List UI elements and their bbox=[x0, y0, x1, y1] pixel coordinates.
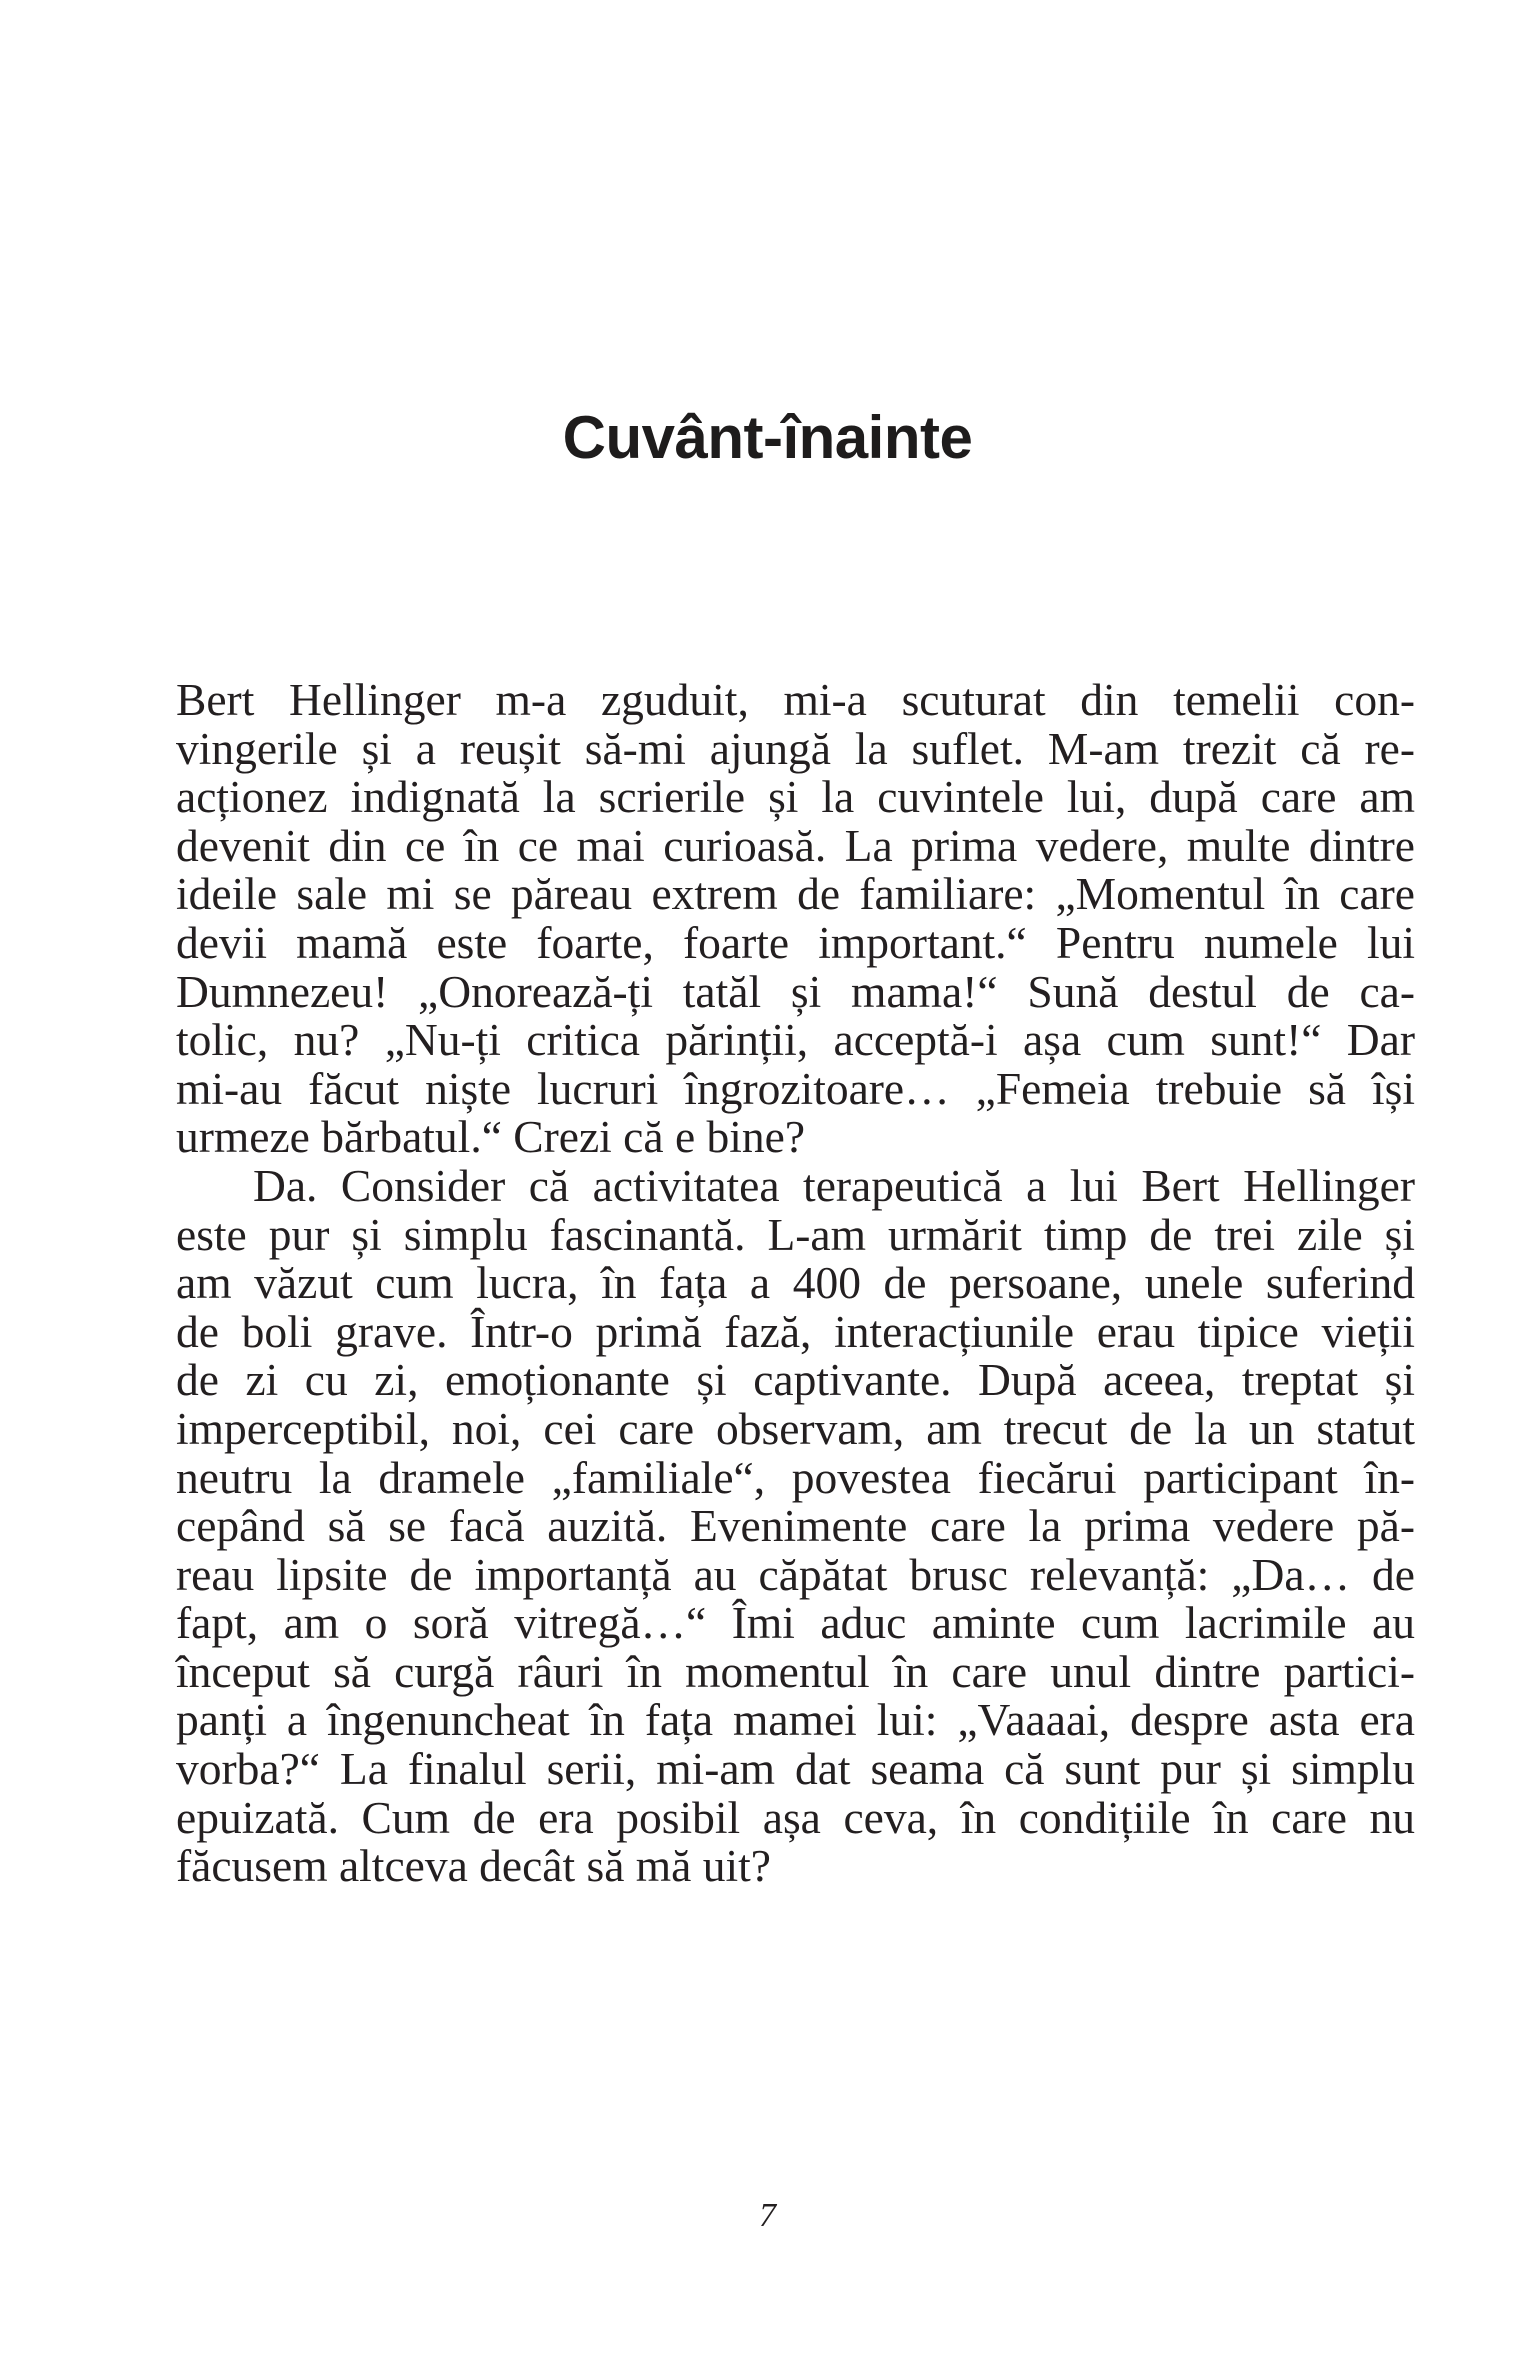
text-line: început să curgă râuri în momentul în care unul dintre partici- bbox=[176, 1645, 1415, 1697]
text-line: de zi cu zi, emoționante și captivante. După aceea, treptat și bbox=[176, 1354, 1415, 1406]
paragraph-1 bbox=[176, 676, 1415, 1162]
page-number: 7 bbox=[759, 2197, 776, 2234]
text-line: vorba?“ La finalul serii, mi-am dat seama că sunt pur și simplu bbox=[176, 1743, 1415, 1795]
text-line: devii mamă este foarte, foarte important.“ Pentru numele lui bbox=[176, 916, 1415, 968]
text-line: făcusem altceva decât să mă uit? bbox=[176, 1840, 771, 1892]
paragraph-2 bbox=[176, 1159, 1415, 1892]
text-line: imperceptibil, noi, cei care observam, am trecut de la un statut bbox=[176, 1402, 1415, 1454]
text-line: reau lipsite de importanță au căpătat brusc relevanță: „Da… de bbox=[176, 1548, 1415, 1600]
text-line: urmeze bărbatul.“ Crezi că e bine? bbox=[176, 1111, 806, 1163]
text-line: Da. Consider că activitatea terapeutică a lui Bert Hellinger bbox=[253, 1159, 1415, 1211]
body-text bbox=[176, 676, 1415, 1891]
text-line: tolic, nu? „Nu-ți critica părinții, acceptă-i așa cum sunt!“ Dar bbox=[176, 1014, 1415, 1066]
text-line: de boli grave. Într-o primă fază, interacțiunile erau tipice vieții bbox=[176, 1305, 1415, 1357]
text-line: neutru la dramele „familiale“, povestea fiecărui participant în- bbox=[176, 1451, 1415, 1503]
text-line: am văzut cum lucra, în fața a 400 de persoane, unele suferind bbox=[176, 1257, 1415, 1309]
text-line: devenit din ce în ce mai curioasă. La prima vedere, multe dintre bbox=[176, 819, 1415, 871]
text-line: ideile sale mi se păreau extrem de familiare: „Momentul în care bbox=[176, 868, 1415, 920]
text-line: Dumnezeu! „Onorează-ți tatăl și mama!“ Sună destul de ca- bbox=[176, 965, 1415, 1017]
text-line: Bert Hellinger m-a zguduit, mi-a scuturat din temelii con- bbox=[176, 674, 1415, 725]
chapter-title: Cuvânt-înainte bbox=[562, 404, 973, 471]
text-line: este pur și simplu fascinantă. L-am urmărit timp de trei zile și bbox=[176, 1208, 1415, 1260]
text-line: fapt, am o soră vitregă…“ Îmi aduc aminte cum lacrimile au bbox=[176, 1597, 1415, 1649]
text-line: mi-au făcut niște lucruri îngrozitoare… „Femeia trebuie să își bbox=[176, 1062, 1415, 1114]
text-line: cepând să se facă auzită. Evenimente care la prima vedere pă- bbox=[176, 1500, 1415, 1552]
text-line: acționez indignată la scrierile și la cuvintele lui, după care am bbox=[176, 771, 1415, 823]
text-line: epuizată. Cum de era posibil așa ceva, în condițiile în care nu bbox=[176, 1791, 1415, 1843]
text-line: panți a îngenuncheat în fața mamei lui: „Vaaaai, despre asta era bbox=[176, 1694, 1415, 1746]
text-line: vingerile și a reușit să-mi ajungă la suflet. M-am trezit că re- bbox=[176, 722, 1415, 774]
